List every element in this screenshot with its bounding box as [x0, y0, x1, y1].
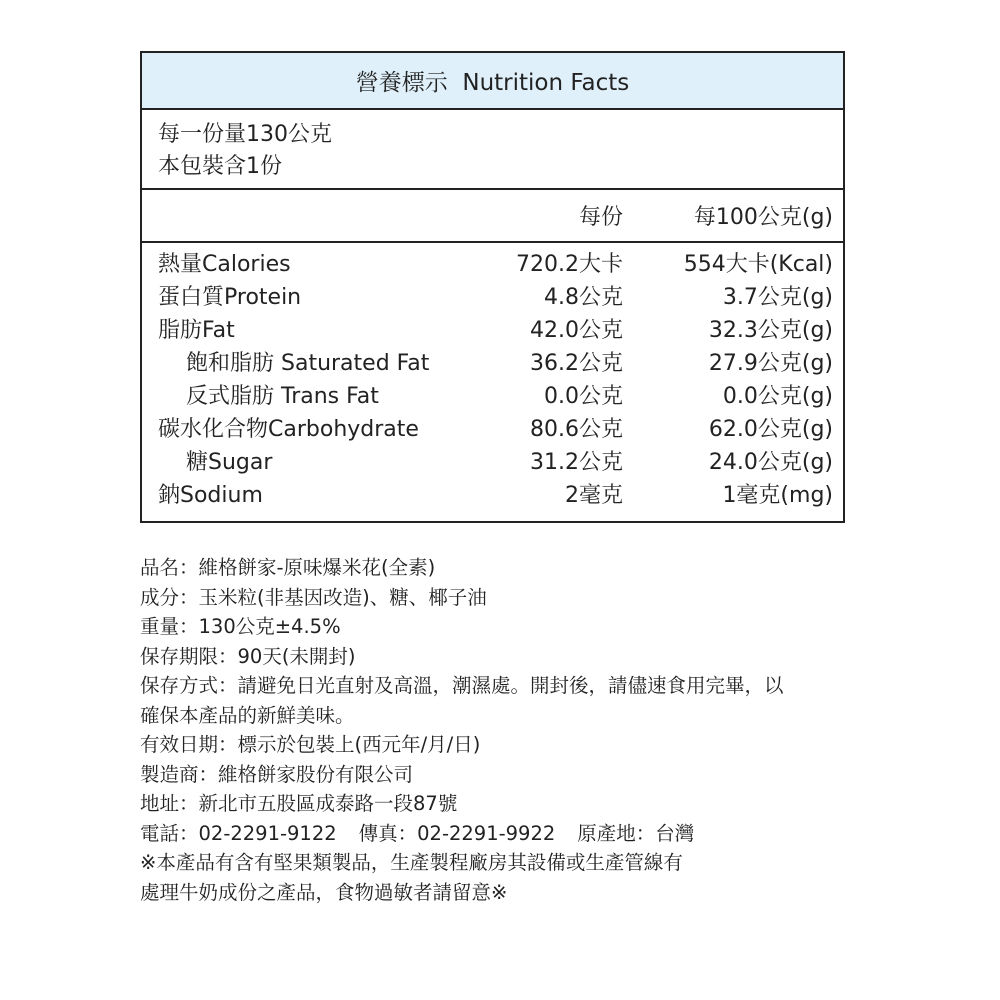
- per-serving-value: 80.6公克: [530, 417, 623, 442]
- per-serving-value: 36.2公克: [530, 351, 623, 376]
- per-serving-value: 2毫克: [565, 483, 623, 508]
- expiry-line: 有效日期：標示於包裝上(西元年/月/日): [140, 733, 481, 756]
- nutrition-facts-title: [142, 53, 843, 110]
- fax-text: 傳真：02-2291-9922: [358, 821, 556, 845]
- per-serving-value: 4.8公克: [544, 285, 623, 310]
- storage-line-1: 保存方式：請避免日光直射及高溫，潮濕處。開封後，請儘速食用完畢，以: [140, 674, 784, 697]
- nutrient-rows: [142, 250, 843, 514]
- contact-line: [140, 819, 860, 849]
- product-info: [140, 553, 860, 907]
- per-100g-header: 每100公克(g): [693, 205, 833, 230]
- nutrient-row-saturated-fat: [142, 349, 843, 382]
- per-serving-header: 每份: [578, 205, 623, 230]
- nutrient-row-carbohydrate: [142, 415, 843, 448]
- nutrient-name: 鈉Sodium: [158, 483, 263, 508]
- servings-per-package: 本包裝含1份: [158, 154, 282, 179]
- nutrient-name: 反式脂肪 Trans Fat: [186, 384, 379, 409]
- nutrient-name: 糖Sugar: [186, 450, 273, 475]
- nutrient-name: 碳水化合物Carbohydrate: [158, 417, 419, 442]
- per-100g-value: 3.7公克(g): [722, 285, 833, 310]
- per-serving-value: 0.0公克: [544, 384, 623, 409]
- phone-text: 電話：02-2291-9122: [140, 821, 337, 845]
- per-serving-value: 31.2公克: [530, 450, 623, 475]
- serving-info: [142, 110, 843, 190]
- weight-line: 重量：130公克±4.5%: [140, 615, 341, 638]
- storage-line-2: 確保本產品的新鮮美味。: [140, 703, 355, 727]
- allergen-line-2: 處理牛奶成份之產品，食物過敏者請留意※: [140, 880, 508, 904]
- nutrient-name: 蛋白質Protein: [158, 285, 302, 310]
- title-text: 營養標示 Nutrition Facts: [355, 70, 630, 96]
- per-100g-value: 32.3公克(g): [708, 318, 833, 343]
- address-line: 地址：新北市五股區成泰路一段87號: [140, 792, 458, 815]
- per-100g-value: 0.0公克(g): [722, 384, 833, 409]
- nutrient-name: 脂肪Fat: [158, 318, 235, 343]
- nutrient-row-trans-fat: [142, 382, 843, 415]
- nutrition-facts-table: [140, 51, 845, 523]
- serving-size: 每一份量130公克: [158, 122, 332, 147]
- origin-text: 原產地：台灣: [577, 821, 695, 845]
- nutrient-row-protein: [142, 283, 843, 316]
- nutrient-row-fat: [142, 316, 843, 349]
- nutrient-name: 飽和脂肪 Saturated Fat: [186, 351, 430, 376]
- ingredients-line: 成分：玉米粒(非基因改造)、糖、椰子油: [140, 585, 487, 609]
- nutrient-row-sodium: [142, 481, 843, 514]
- column-header-row: [142, 190, 843, 243]
- per-100g-value: 554大卡(Kcal): [683, 252, 833, 277]
- allergen-line-1: ※本產品有含有堅果類製品，生產製程廠房其設備或生產管線有: [140, 851, 683, 874]
- nutrient-row-sugar: [142, 448, 843, 481]
- manufacturer-line: 製造商：維格餅家股份有限公司: [140, 762, 414, 786]
- nutrient-name: 熱量Calories: [158, 252, 291, 277]
- shelf-life-line: 保存期限：90天(未開封): [140, 644, 356, 668]
- nutrient-row-calories: [142, 250, 843, 283]
- per-serving-value: 42.0公克: [530, 318, 623, 343]
- per-100g-value: 62.0公克(g): [708, 417, 833, 442]
- per-serving-value: 720.2大卡: [516, 252, 623, 277]
- per-100g-value: 1毫克(mg): [722, 483, 833, 508]
- per-100g-value: 27.9公克(g): [708, 351, 833, 376]
- per-100g-value: 24.0公克(g): [708, 450, 833, 475]
- product-name-line: 品名：維格餅家-原味爆米花(全素): [140, 556, 436, 579]
